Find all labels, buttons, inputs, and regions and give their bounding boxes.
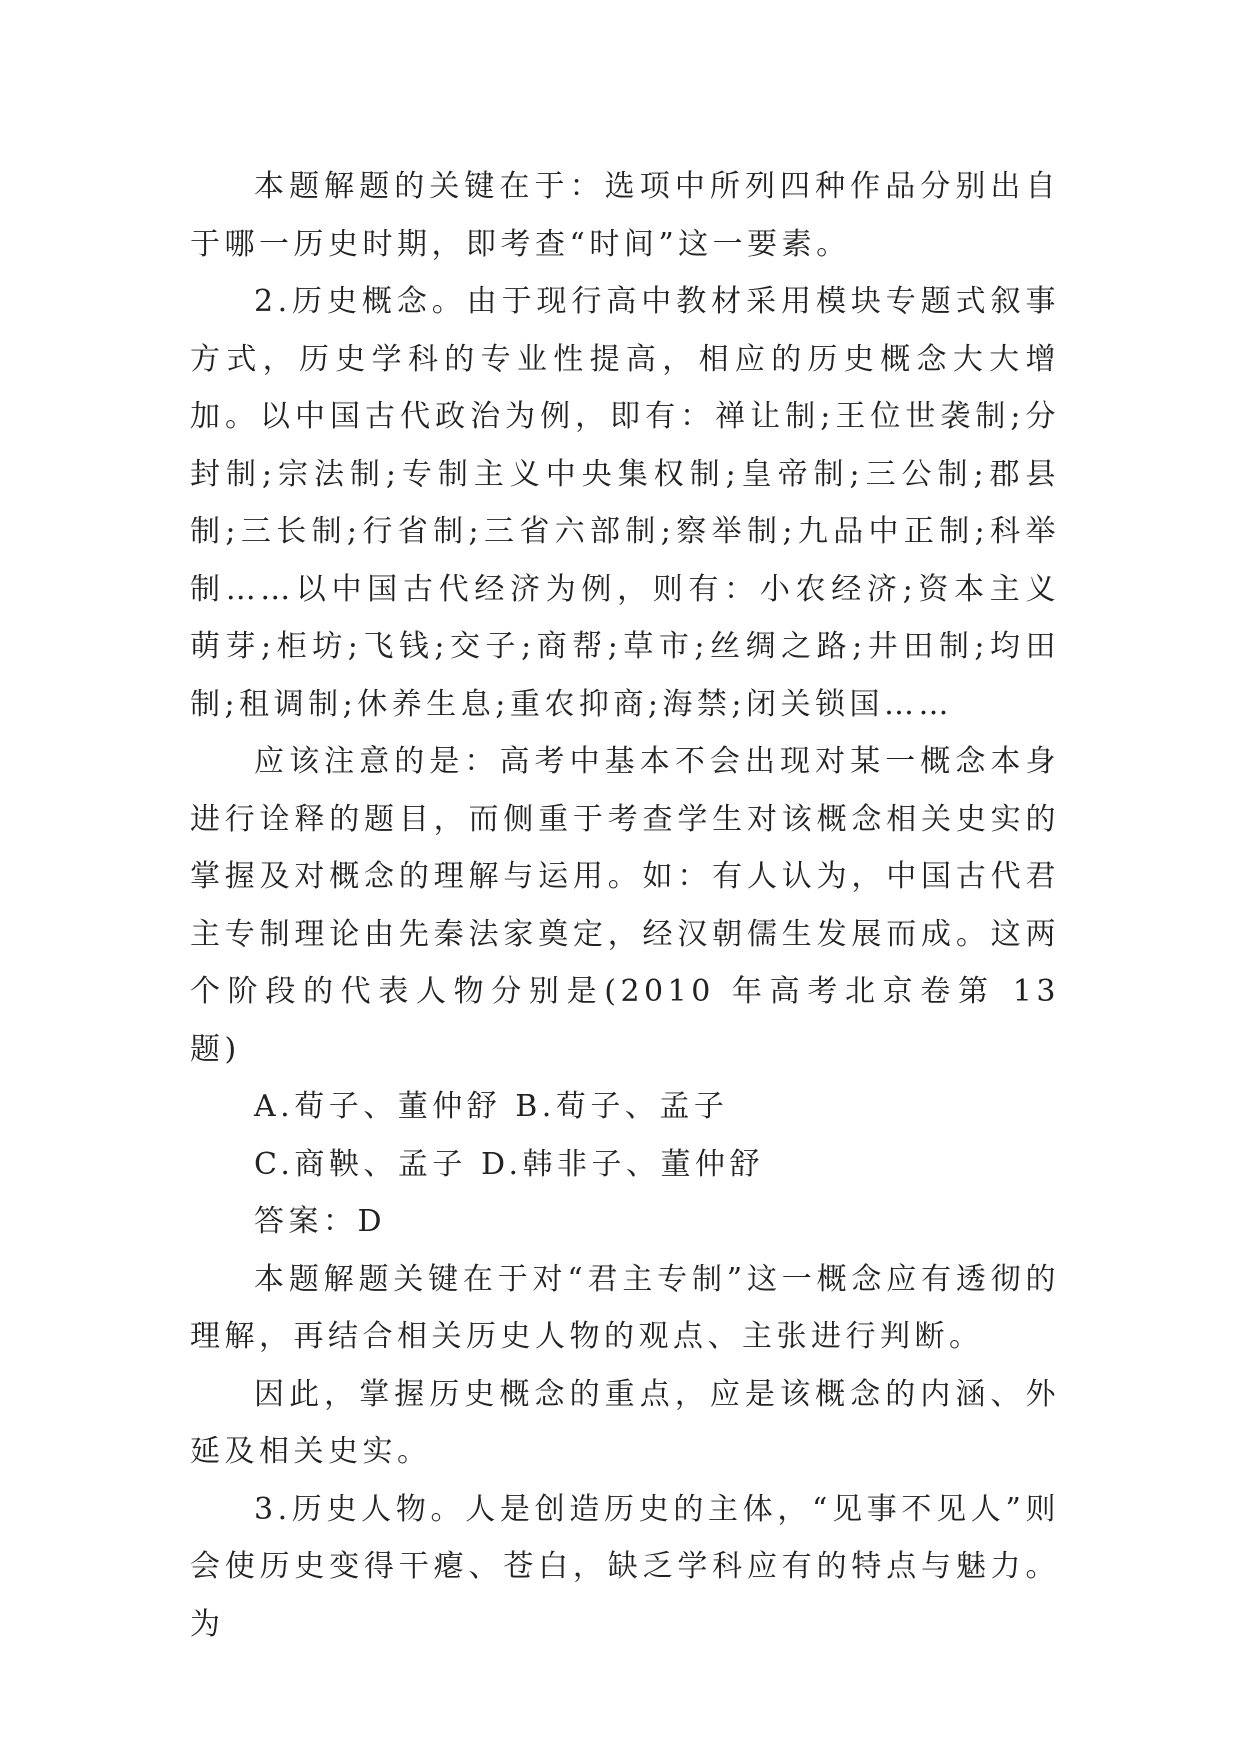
paragraph-conclusion: 因此，掌握历史概念的重点，应是该概念的内涵、外延及相关史实。 — [190, 1376, 1060, 1469]
paragraph-historical-figures: 3.历史人物。人是创造历史的主体，“见事不见人”则会使历史变得干瘪、苍白，缺乏学科应有的特点与魅力。为 — [190, 1491, 1060, 1642]
document-body — [190, 158, 1060, 1653]
paragraph-key-point-concept: 本题解题关键在于对“君主专制”这一概念应有透彻的理解，再结合相关历史人物的观点、主张进行判断。 — [190, 1261, 1060, 1354]
paragraph-exam-question: 应该注意的是：高考中基本不会出现对某一概念本身进行诠释的题目，而侧重于考查学生对该概念相关史实的掌握及对概念的理解与运用。如：有人认为，中国古代君主专制理论由先秦法家奠定，经汉朝儒生发展而成。这两个阶段的代表人物分别是(2010 年高考北京卷第 13 题) — [190, 744, 1060, 1067]
paragraph-options-cd: C.商鞅、孟子 D.韩非子、董仲舒 — [254, 1146, 764, 1182]
paragraph-answer: 答案：D — [254, 1204, 387, 1239]
paragraph-key-point-time: 本题解题的关键在于：选项中所列四种作品分别出自于哪一历史时期，即考查“时间”这一要素。 — [190, 169, 1060, 262]
paragraph-options-ab: A.荀子、董仲舒 B.荀子、孟子 — [254, 1089, 729, 1124]
paragraph-historical-concepts: 2.历史概念。由于现行高中教材采用模块专题式叙事方式，历史学科的专业性提高，相应的历史概念大大增加。以中国古代政治为例，即有：禅让制;王位世袭制;分封制;宗法制;专制主义中央集权制;皇帝制;三公制;郡县制;三长制;行省制;三省六部制;察举制;九品中正制;科举制……以中国古代经济为例，则有：小农经济;资本主义萌芽;柜坊;飞钱;交子;商帮;草市;丝绸之路;井田制;均田制;租调制;休养生息;重农抑商;海禁;闭关锁国…… — [190, 284, 1060, 722]
